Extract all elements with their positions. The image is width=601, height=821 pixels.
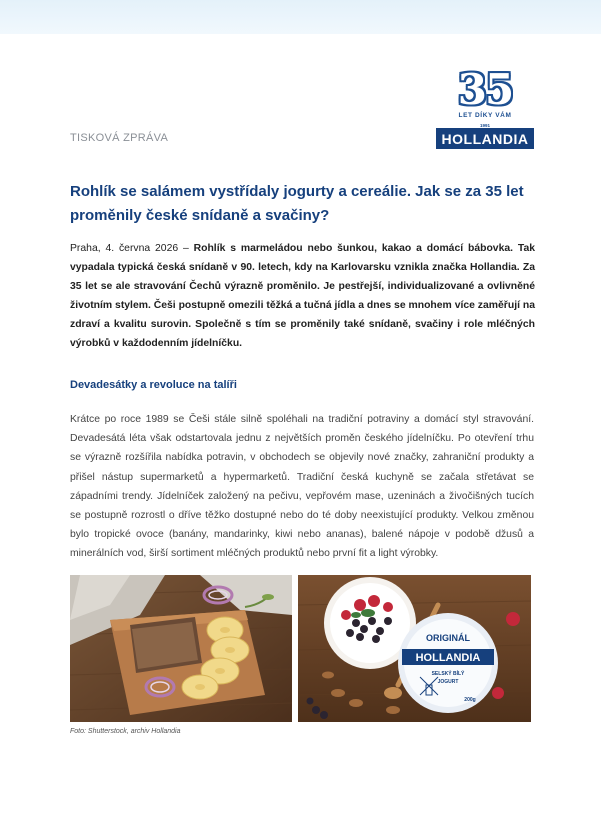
yogurt-line2: SELSKÝ BÍLÝ <box>431 671 465 677</box>
lead-place-date: Praha, 4. června 2026 – <box>70 243 194 254</box>
photo-credit: Foto: Shutterstock, archiv Hollandia <box>70 728 181 735</box>
article-lead <box>70 239 535 354</box>
yogurt-weight: 200g <box>464 697 476 703</box>
logo-number: 35 <box>457 65 513 114</box>
lead-bold-text: Rohlík s marmeládou nebo šunkou, kakao a domácí bábovka. Tak vypadala typická česká snídaně v 90. letech, kdy na Karlovarsku vznikla značka Hollandia. Za 35 let se ale stravování Čechů výrazně proměnilo. Je pestřejší, individualizované a ovlivněné životním stylem. Češi postupně omezili těžká a tučná jídla a dnes se mnohem více zaměřují na zdraví a kvalitu surovin. Společně s tím se proměnily také snídaně, svačiny i role mléčných výrobků v každodenním jídelníčku. <box>70 243 536 350</box>
photo-yogurt-berries <box>298 575 531 722</box>
logo-brand: HOLLANDIA <box>436 128 534 149</box>
logo-year: 1991 <box>479 123 490 128</box>
yogurt-brand: HOLLANDIA <box>415 652 481 664</box>
photo-bread-cheese <box>70 575 292 722</box>
hollandia-35-logo <box>434 65 536 152</box>
top-strip <box>0 0 601 34</box>
press-release-label: TISKOVÁ ZPRÁVA <box>70 132 169 144</box>
article-headline: Rohlík se salámem vystřídaly jogurty a cereálie. Jak se za 35 let proměnily české snídaně a svačiny? <box>70 183 524 224</box>
yogurt-line1: ORIGINÁL <box>426 633 470 643</box>
yogurt-line3: JOGURT <box>437 679 459 685</box>
section-body: Krátce po roce 1989 se Češi stále silně spoléhali na tradiční potraviny a domácí styl stravování. Devadesátá léta však odstartovala jednu z největších proměn českého jídelníčku. Po otevření trhu se výrazně rozšířila nabídka potravin, v obchodech se objevily nové značky, zahraniční produkty a přišel nástup supermarketů a hypermarketů. Tradiční česká kuchyně se začala střetávat se západními trendy. Jídelníček založený na pečivu, vepřovém mase, uzeninách a živočišných tucích se postupně rozrostl o dříve těžko dostupné nebo do té doby neexistující produkty. Velkou změnou bylo tropické ovoce (banány, mandarinky, kiwi nebo ananas), balené nápoje v podobě džusů a minerálních vod, širší sortiment mléčných produktů nebo první fit a light výrobky. <box>70 414 534 560</box>
logo-tagline: LET DÍKY VÁM <box>458 112 512 119</box>
section-title: Devadesátky a revoluce na talíři <box>70 379 237 391</box>
